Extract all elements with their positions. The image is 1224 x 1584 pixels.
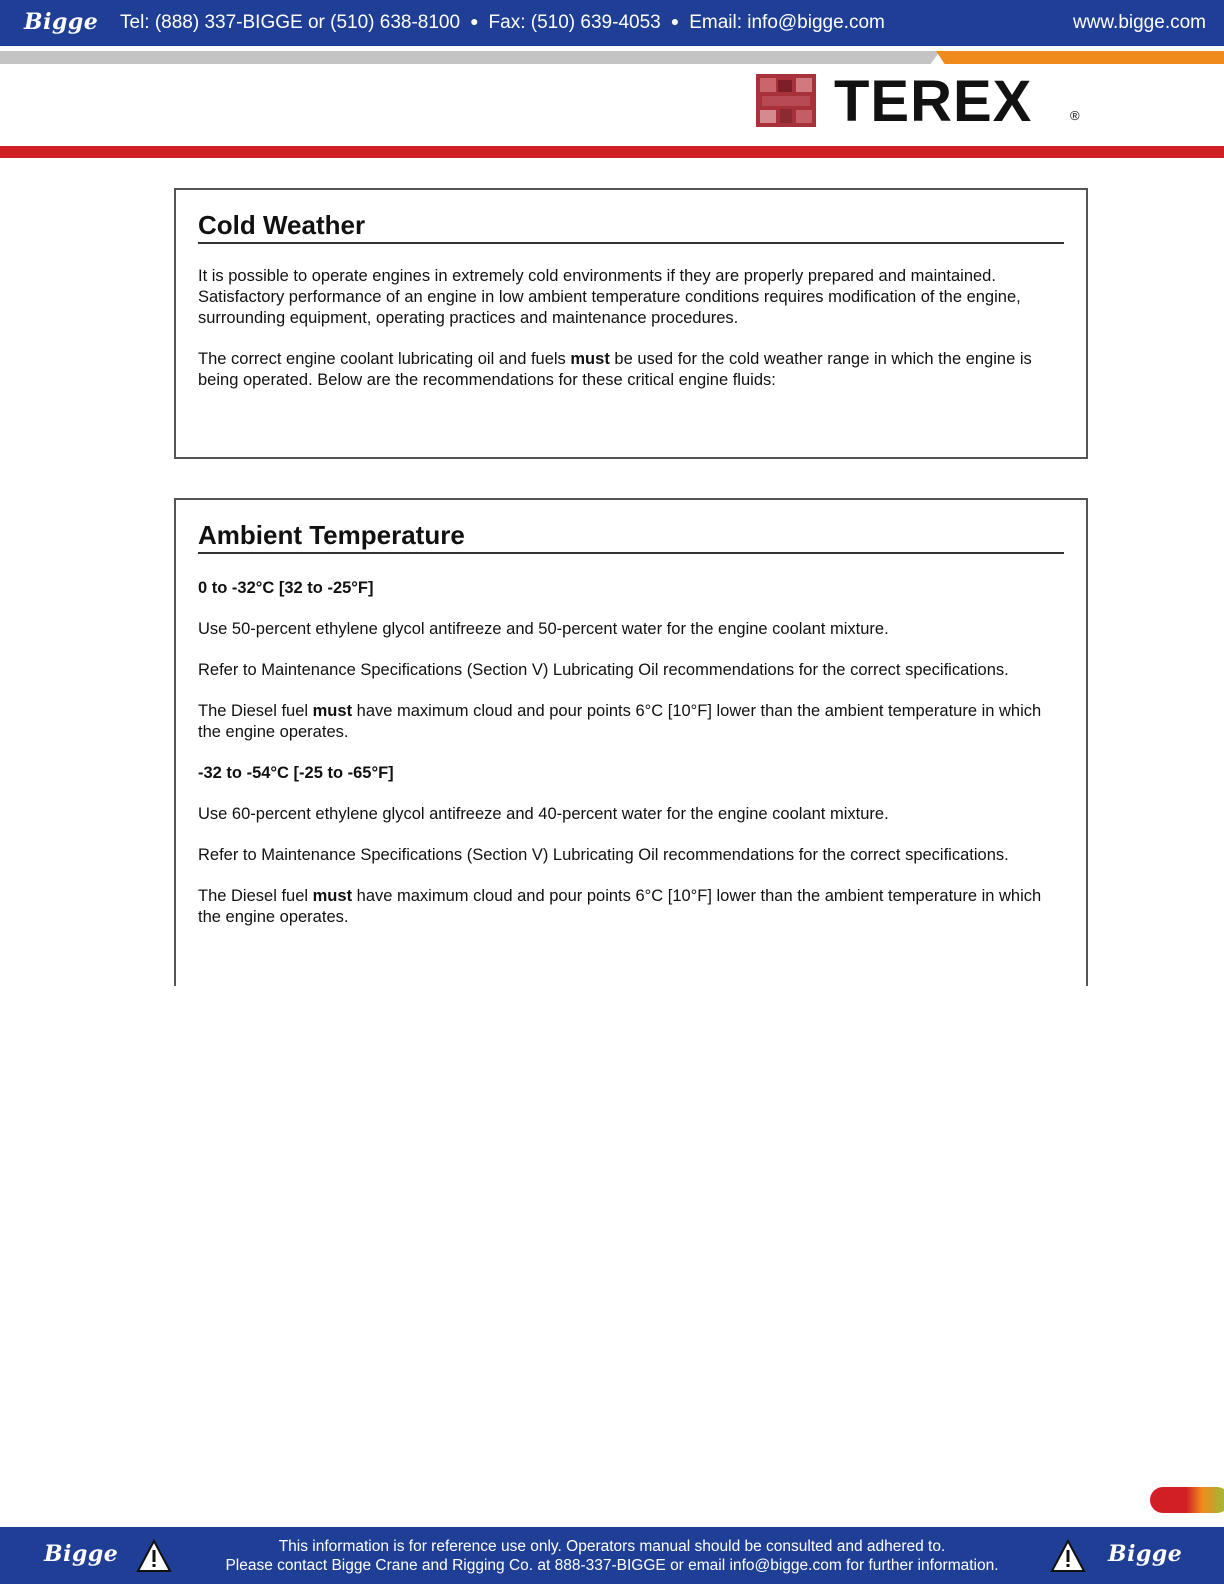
orange-stripe <box>936 51 1224 64</box>
coolant-paragraph: Use 50-percent ethylene glycol antifreeze and 50-percent water for the engine coolant mixture. <box>198 620 889 638</box>
range-heading: -32 to -54°C [-25 to -65°F] <box>198 764 394 782</box>
section-body <box>198 578 1068 948</box>
emphasis: must <box>312 887 353 905</box>
fuel-paragraph: The Diesel fuel must have maximum cloud and pour points 6°C [10°F] lower than the ambient temperature in which the engine operates. <box>198 887 1042 926</box>
cold-weather-panel <box>174 188 1088 459</box>
separator-dot: ● <box>470 13 479 29</box>
footer-disclaimer <box>190 1537 1034 1575</box>
bigge-logo: Bigge <box>44 1541 119 1567</box>
footer-bar <box>0 1527 1224 1584</box>
phone-text: Tel: (888) 337-BIGGE or (510) 638-8100 <box>120 12 461 33</box>
coolant-paragraph: Use 60-percent ethylene glycol antifreeze and 40-percent water for the engine coolant mixture. <box>198 805 889 823</box>
ambient-temperature-panel <box>174 498 1088 986</box>
oil-paragraph: Refer to Maintenance Specifications (Section V) Lubricating Oil recommendations for the correct specifications. <box>198 846 1009 864</box>
section-title: Ambient Temperature <box>198 520 1064 554</box>
range-heading: 0 to -32°C [32 to -25°F] <box>198 579 374 597</box>
bigge-logo: Bigge <box>1108 1541 1183 1567</box>
warning-icon <box>1050 1539 1086 1573</box>
registered-mark: ® <box>1070 108 1080 123</box>
contact-info <box>120 12 885 34</box>
gray-stripe <box>0 51 940 64</box>
terex-logo: TEREX <box>834 69 1033 134</box>
separator-dot: ● <box>670 13 680 29</box>
fuel-paragraph: The Diesel fuel must have maximum cloud and pour points 6°C [10°F] lower than the ambient temperature in which the engine operates. <box>198 702 1042 741</box>
color-pill-decoration <box>1150 1487 1224 1513</box>
website-link[interactable]: www.bigge.com <box>1072 12 1206 33</box>
emphasis: must <box>312 702 353 720</box>
email-link[interactable]: Email: info@bigge.com <box>689 12 885 33</box>
terex-emblem-icon <box>756 74 816 127</box>
emphasis: must <box>570 350 610 368</box>
section-body <box>198 266 1068 411</box>
red-divider <box>0 146 1224 158</box>
oil-paragraph: Refer to Maintenance Specifications (Section V) Lubricating Oil recommendations for the correct specifications. <box>198 661 1009 679</box>
warning-icon <box>136 1539 172 1573</box>
disclaimer-line: This information is for reference use only. Operators manual should be consulted and adhered to. <box>278 1538 946 1555</box>
section-title: Cold Weather <box>198 210 1064 244</box>
paragraph: It is possible to operate engines in extremely cold environments if they are properly prepared and maintained. Satisfactory performance of an engine in low ambient temperature conditions requires modification of the engine, surrounding equipment, operating practices and maintenance procedures. <box>198 267 1021 327</box>
disclaimer-line: Please contact Bigge Crane and Rigging Co. at 888-337-BIGGE or email info@bigge.com for further information. <box>225 1557 999 1574</box>
paragraph: The correct engine coolant lubricating oil and fuels must be used for the cold weather range in which the engine is being operated. Below are the recommendations for these critical engine fluids: <box>198 350 1032 389</box>
bigge-logo: Bigge <box>24 9 99 35</box>
top-contact-bar <box>0 0 1224 46</box>
fax-text: Fax: (510) 639-4053 <box>488 12 661 33</box>
